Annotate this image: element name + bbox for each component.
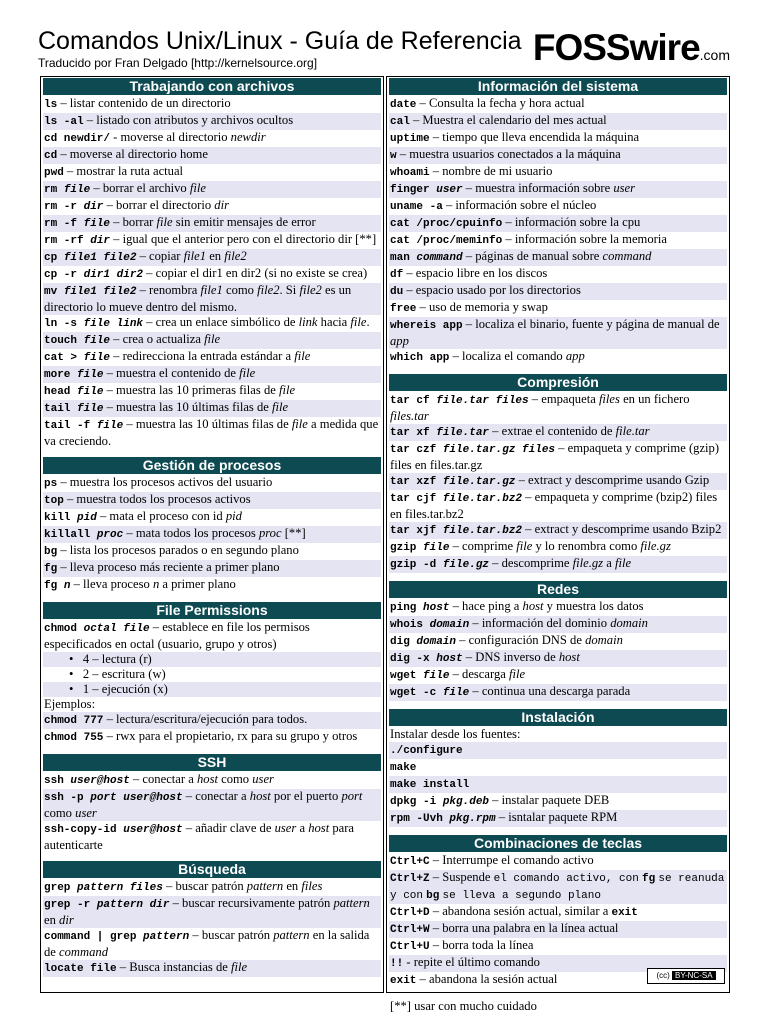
header: [38, 26, 730, 74]
command-description: Instalar desde los fuentes:: [390, 727, 521, 741]
command-text: tar cf file.tar files: [390, 395, 529, 407]
command-description: – Suspende el comando activo, con fg se reanuda y con bg se lleva a segundo plano: [390, 870, 725, 902]
command-entry: [43, 383, 381, 400]
command-text: uptime: [390, 133, 430, 145]
command-text: cd newdir/: [44, 133, 111, 145]
command-description: – borrar el archivo file: [90, 181, 206, 195]
command-entry: [43, 620, 381, 652]
command-entry: [389, 810, 727, 827]
command-text: ssh user@host: [44, 775, 130, 787]
command-description: – Consulta la fecha y hora actual: [416, 96, 585, 110]
command-entry: [389, 742, 727, 759]
command-description: – hace ping a host y muestra los datos: [449, 599, 644, 613]
command-entry: [389, 249, 727, 266]
command-description: – muestra todos los procesos activos: [63, 492, 251, 506]
command-description: - moverse al directorio newdir: [110, 130, 266, 144]
command-text: make: [390, 762, 417, 774]
command-description: – borrar el directorio dir: [103, 198, 229, 212]
command-text: chmod 777: [44, 715, 104, 727]
command-entry: [389, 650, 727, 667]
command-entry: [389, 556, 727, 573]
command-entry: [389, 96, 727, 113]
command-text: ping host: [390, 602, 450, 614]
command-entry: [389, 130, 727, 147]
command-description: – mostrar la ruta actual: [63, 164, 184, 178]
command-description: – mata el proceso con id pid: [96, 509, 242, 523]
section-heading: Información del sistema: [389, 78, 727, 95]
command-text: tail -f file: [44, 420, 124, 432]
command-description: – isntalar paquete RPM: [495, 810, 618, 824]
command-description: – localiza el comando app: [449, 349, 585, 363]
command-entry: [43, 652, 381, 667]
command-entry: [389, 349, 727, 366]
command-entry: [43, 198, 381, 215]
command-entry: [43, 164, 381, 181]
command-description: – buscar recursivamente patrón pattern en dir: [44, 896, 370, 927]
command-entry: [43, 332, 381, 349]
cc-icon: (cc): [656, 971, 670, 980]
command-entry: [43, 682, 381, 697]
command-text: ps: [44, 478, 58, 490]
command-description: Ejemplos:: [44, 697, 96, 711]
command-description: – buscar patrón pattern en la salida de command: [44, 928, 370, 959]
command-text: free: [390, 303, 417, 315]
command-entry: [389, 539, 727, 556]
command-description: – conectar a host como user: [129, 772, 274, 786]
command-text: dig domain: [390, 636, 457, 648]
command-description: – nombre de mi usuario: [429, 164, 553, 178]
command-entry: [389, 633, 727, 650]
command-entry: [389, 473, 727, 490]
command-entry: [43, 789, 381, 821]
section-heading: File Permissions: [43, 602, 381, 619]
command-entry: [389, 392, 727, 424]
command-description: – empaqueta y comprime (gzip) files en files.tar.gz: [390, 441, 720, 472]
command-entry: [389, 232, 727, 249]
command-text: Ctrl+C: [390, 856, 430, 868]
command-description: – crea o actualiza file: [110, 332, 221, 346]
command-text: dpkg -i pkg.deb: [390, 796, 490, 808]
section-heading: Instalación: [389, 709, 727, 726]
command-entry: [389, 776, 727, 793]
command-description: – información sobre la memoria: [502, 232, 667, 246]
command-entry: [389, 904, 727, 921]
command-text: tail file: [44, 403, 104, 415]
command-text: gzip file: [390, 542, 450, 554]
command-description: – uso de memoria y swap: [416, 300, 548, 314]
section-combinaciones-de-teclas: [389, 835, 727, 989]
command-text: tar cjf file.tar.bz2: [390, 493, 523, 505]
command-text: top: [44, 495, 64, 507]
command-entry: [43, 697, 381, 712]
command-description: – rwx para el propietario, rx para su grupo y otros: [103, 729, 358, 743]
section-heading: Redes: [389, 581, 727, 598]
command-text: locate file: [44, 963, 117, 975]
command-description: – abandona la sesión actual: [416, 972, 558, 986]
command-entry: [389, 490, 727, 522]
command-description: – tiempo que lleva encendida la máquina: [429, 130, 640, 144]
command-text: tar xjf file.tar.bz2: [390, 525, 523, 537]
command-entry: [43, 772, 381, 789]
command-text: Ctrl+U: [390, 941, 430, 953]
command-text: rm -f file: [44, 218, 111, 230]
command-description: – mata todos los procesos proc [**]: [123, 526, 306, 540]
command-description: – Interrumpe el comando activo: [429, 853, 594, 867]
command-description: – localiza el binario, fuente y página de manual de app: [390, 317, 720, 348]
command-description: – abandona sesión actual, similar a exit: [429, 904, 638, 919]
command-entry: [43, 896, 381, 928]
command-entry: [43, 366, 381, 383]
section-heading: Gestión de procesos: [43, 457, 381, 474]
command-entry: [389, 599, 727, 616]
command-text: Ctrl+D: [390, 907, 430, 919]
command-entry: [389, 198, 727, 215]
section-busqueda: [43, 861, 381, 977]
command-text: w: [390, 150, 397, 162]
command-description: – borra una palabra en la línea actual: [429, 921, 619, 935]
command-description: – listar contenido de un directorio: [57, 96, 231, 110]
command-description: – redirecciona la entrada estándar a file: [110, 349, 311, 363]
command-description: – igual que el anterior pero con el directorio dir [**]: [110, 232, 377, 246]
command-entry: [43, 560, 381, 577]
command-entry: [43, 315, 381, 332]
command-description: – buscar patrón pattern en files: [162, 879, 323, 893]
command-text: grep -r pattern dir: [44, 899, 170, 911]
command-entry: [389, 266, 727, 283]
command-text: fg n: [44, 580, 71, 592]
cc-license-badge: [647, 968, 725, 984]
command-text: ls -al: [44, 116, 84, 128]
section-heading: SSH: [43, 754, 381, 771]
command-entry: [43, 492, 381, 509]
command-entry: [43, 417, 381, 449]
command-entry: [43, 577, 381, 594]
section-trabajando-con-archivos: [43, 78, 381, 449]
command-text: ln -s file link: [44, 318, 144, 330]
command-description: – crea un enlace simbólico de link hacia file.: [143, 315, 370, 329]
section-heading: Trabajando con archivos: [43, 78, 381, 95]
command-entry: [389, 870, 727, 904]
section-heading: Combinaciones de teclas: [389, 835, 727, 852]
command-text: wget file: [390, 670, 450, 682]
command-description: - repite el último comando: [403, 955, 540, 969]
command-description: • 4 – lectura (r): [69, 652, 152, 666]
command-description: – lleva proceso n a primer plano: [70, 577, 236, 591]
command-description: – muestra los procesos activos del usuario: [57, 475, 273, 489]
command-entry: [43, 266, 381, 283]
command-description: – añadir clave de user a host para autenticarte: [44, 821, 355, 852]
fosswire-logo: [533, 27, 730, 69]
section-informacion-del-sistema: [389, 78, 727, 366]
command-entry: [43, 543, 381, 560]
command-text: tar czf file.tar.gz files: [390, 444, 556, 456]
command-entry: [389, 147, 727, 164]
command-text: finger user: [390, 184, 463, 196]
license-label: BY-NC-SA: [672, 971, 716, 980]
command-text: make install: [390, 779, 470, 791]
command-entry: [43, 96, 381, 113]
command-text: command | grep pattern: [44, 931, 190, 943]
command-entry: [389, 441, 727, 473]
command-text: mv file1 file2: [44, 286, 137, 298]
command-entry: [389, 616, 727, 633]
command-text: df: [390, 269, 404, 281]
command-description: – espacio libre en los discos: [403, 266, 548, 280]
command-entry: [389, 300, 727, 317]
command-entry: [43, 712, 381, 729]
command-entry: [43, 821, 381, 853]
command-text: bg: [44, 546, 58, 558]
command-description: – empaqueta files en un fichero files.tar: [390, 392, 690, 423]
command-entry: [43, 475, 381, 492]
command-text: wget -c file: [390, 687, 470, 699]
command-text: rm file: [44, 184, 91, 196]
right-column: [386, 76, 730, 1013]
command-entry: [389, 424, 727, 441]
command-entry: [43, 349, 381, 366]
section-file-permissions: [43, 602, 381, 746]
command-text: fg: [44, 563, 58, 575]
command-text: tar xf file.tar: [390, 427, 490, 439]
command-description: – instalar paquete DEB: [489, 793, 610, 807]
command-description: – muestra información sobre user: [462, 181, 636, 195]
command-description: – descarga file: [449, 667, 526, 681]
command-text: !!: [390, 958, 404, 970]
command-entry: [43, 147, 381, 164]
command-text: ssh -p port user@host: [44, 792, 183, 804]
command-description: – establece en file los permisos especificados en octal (usuario, grupo y otros): [44, 620, 310, 651]
section-heading: Compresión: [389, 374, 727, 391]
caution-note: [**] usar con mucho cuidado: [390, 999, 537, 1013]
command-entry: [43, 667, 381, 682]
command-entry: [389, 215, 727, 232]
command-entry: [389, 759, 727, 776]
command-text: pwd: [44, 167, 64, 179]
command-text: Ctrl+W: [390, 924, 430, 936]
logo-main: FOSSwire: [532, 27, 700, 68]
section-compresion: [389, 374, 727, 573]
right-column-sections: [389, 78, 727, 989]
command-description: – información sobre el núcleo: [442, 198, 597, 212]
command-description: – configuración DNS de domain: [456, 633, 623, 647]
command-description: • 2 – escritura (w): [69, 667, 166, 681]
section-instalacion: [389, 709, 727, 827]
left-column: [40, 76, 384, 993]
command-text: uname -a: [390, 201, 443, 213]
command-text: ssh-copy-id user@host: [44, 824, 183, 836]
command-description: – muestra usuarios conectados a la máquina: [396, 147, 621, 161]
command-description: • 1 – ejecución (x): [69, 682, 168, 696]
command-description: – espacio usado por los directorios: [403, 283, 581, 297]
command-text: chmod 755: [44, 732, 104, 744]
command-text: man command: [390, 252, 463, 264]
command-description: – extract y descomprime usando Bzip2: [522, 522, 722, 536]
command-text: tar xzf file.tar.gz: [390, 476, 516, 488]
command-description: – lleva proceso más reciente a primer plano: [57, 560, 280, 574]
command-entry: [43, 113, 381, 130]
command-description: – páginas de manual sobre command: [462, 249, 652, 263]
command-entry: [389, 113, 727, 130]
command-entry: [389, 853, 727, 870]
command-entry: [43, 215, 381, 232]
command-description: – listado con atributos y archivos ocultos: [83, 113, 294, 127]
command-text: exit: [390, 975, 417, 987]
section-redes: [389, 581, 727, 701]
command-description: – copiar el dir1 en dir2 (si no existe se crea): [143, 266, 368, 280]
command-text: cd: [44, 150, 58, 162]
command-text: head file: [44, 386, 104, 398]
command-description: – muestra las 10 últimas filas de file: [103, 400, 289, 414]
command-entry: [43, 729, 381, 746]
command-text: date: [390, 99, 417, 111]
logo-suffix: .com: [699, 47, 730, 63]
command-entry: [43, 960, 381, 977]
command-description: – descomprime file.gz a file: [489, 556, 632, 570]
command-text: ./configure: [390, 745, 463, 757]
command-text: gzip -d file.gz: [390, 559, 490, 571]
section-heading: Búsqueda: [43, 861, 381, 878]
command-entry: [389, 684, 727, 701]
command-text: cp file1 file2: [44, 252, 137, 264]
command-entry: [43, 181, 381, 198]
command-text: rm -r dir: [44, 201, 104, 213]
command-description: – lectura/escritura/ejecución para todos.: [103, 712, 308, 726]
command-text: cal: [390, 116, 410, 128]
command-entry: [389, 727, 727, 742]
command-description: – muestra el contenido de file: [103, 366, 256, 380]
command-description: – continua una descarga parada: [469, 684, 631, 698]
section-gestion-de-procesos: [43, 457, 381, 594]
command-description: – Muestra el calendario del mes actual: [409, 113, 607, 127]
command-description: – comprime file y lo renombra como file.gz: [449, 539, 671, 553]
command-entry: [389, 317, 727, 349]
command-description: – información del dominio domain: [469, 616, 648, 630]
command-entry: [389, 283, 727, 300]
command-entry: [43, 400, 381, 417]
command-text: ls: [44, 99, 58, 111]
command-text: cp -r dir1 dir2: [44, 269, 144, 281]
command-description: – extract y descomprime usando Gzip: [515, 473, 710, 487]
command-entry: [389, 793, 727, 810]
command-text: rm -rf dir: [44, 235, 111, 247]
command-text: du: [390, 286, 404, 298]
command-text: kill pid: [44, 512, 97, 524]
command-entry: [43, 879, 381, 896]
command-entry: [43, 928, 381, 960]
command-text: dig -x host: [390, 653, 463, 665]
command-entry: [389, 181, 727, 198]
command-entry: [43, 526, 381, 543]
command-description: – borrar file sin emitir mensajes de error: [110, 215, 316, 229]
command-text: grep pattern files: [44, 882, 163, 894]
command-entry: [389, 667, 727, 684]
command-entry: [389, 522, 727, 539]
command-description: – moverse al directorio home: [57, 147, 208, 161]
command-description: – renombra file1 como file2. Si file2 es un directorio lo mueve dentro del mismo.: [44, 283, 352, 314]
command-description: – muestra las 10 últimas filas de file a medida que va creciendo.: [44, 417, 379, 448]
command-entry: [389, 164, 727, 181]
command-text: whois domain: [390, 619, 470, 631]
command-text: rpm -Uvh pkg.rpm: [390, 813, 496, 825]
command-entry: [43, 509, 381, 526]
command-description: – Busca instancias de file: [116, 960, 248, 974]
command-text: cat /proc/cpuinfo: [390, 218, 503, 230]
command-description: – información sobre la cpu: [502, 215, 641, 229]
command-text: Ctrl+Z: [390, 873, 430, 885]
command-description: – muestra las 10 primeras filas de file: [103, 383, 296, 397]
command-description: – empaqueta y comprime (bzip2) files en files.tar.bz2: [390, 490, 718, 521]
command-text: touch file: [44, 335, 111, 347]
command-description: – extrae el contenido de file.tar: [489, 424, 650, 438]
command-description: – DNS inverso de host: [462, 650, 580, 664]
command-description: – conectar a host por el puerto port como user: [44, 789, 363, 820]
command-description: – borra toda la línea: [429, 938, 534, 952]
command-entry: [389, 921, 727, 938]
translator-credit: Traducido por Fran Delgado [http://kernelsource.org]: [38, 56, 318, 70]
page-title: Comandos Unix/Linux - Guía de Referencia: [38, 27, 522, 55]
command-entry: [43, 283, 381, 315]
command-description: – copiar file1 en file2: [136, 249, 247, 263]
command-entry: [389, 938, 727, 955]
command-text: which app: [390, 352, 450, 364]
command-text: more file: [44, 369, 104, 381]
command-text: whoami: [390, 167, 430, 179]
command-entry: [43, 232, 381, 249]
command-text: whereis app: [390, 320, 463, 332]
command-text: chmod octal file: [44, 623, 150, 635]
command-text: cat /proc/meminfo: [390, 235, 503, 247]
command-text: killall proc: [44, 529, 124, 541]
command-description: – lista los procesos parados o en segundo plano: [57, 543, 299, 557]
command-entry: [43, 130, 381, 147]
command-entry: [43, 249, 381, 266]
section-ssh: [43, 754, 381, 853]
command-text: cat > file: [44, 352, 111, 364]
